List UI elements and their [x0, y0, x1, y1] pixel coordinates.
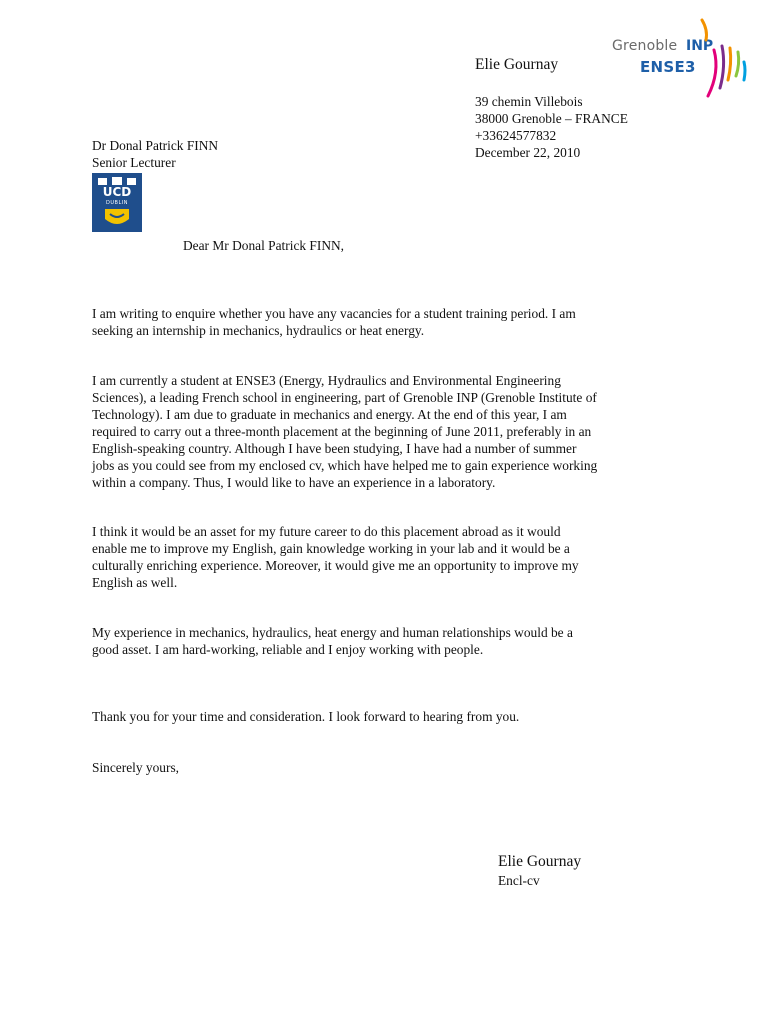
recipient-title: Senior Lecturer [92, 155, 176, 170]
sender-address-line: 39 chemin Villebois [475, 94, 583, 109]
recipient-name: Dr Donal Patrick FINN [92, 138, 219, 153]
sender-name: Elie Gournay [475, 56, 559, 73]
paragraph-line: I am writing to enquire whether you have any vacancies for a student training period. I am [92, 306, 576, 321]
paragraph-line: required to carry out a three-month placement at the beginning of June 2011, preferably in an [92, 424, 592, 439]
enclosure-note: Encl-cv [498, 873, 540, 888]
paragraph-line: English-speaking country. Although I have been studying, I have had a number of summer [92, 441, 577, 456]
paragraph-line: Sciences), a leading French school in engineering, part of Grenoble INP (Grenoble Institute of [92, 390, 597, 405]
dublin-text: DUBLIN [106, 200, 128, 206]
paragraph-line: enable me to improve my English, gain knowledge working in your lab and it would be a [92, 541, 570, 556]
paragraph-line: Technology). I am due to graduate in mechanics and energy. At the end of this year, I am [92, 407, 567, 422]
paragraph-line: English as well. [92, 575, 178, 590]
paragraph-line: I am currently a student at ENSE3 (Energy, Hydraulics and Environmental Engineering [92, 373, 561, 388]
ucd-text: UCD [102, 185, 132, 199]
logo-grenoble-text: Grenoble [612, 38, 678, 54]
paragraph-line: My experience in mechanics, hydraulics, heat energy and human relationships would be a [92, 625, 573, 640]
body-paragraph [92, 372, 692, 491]
paragraph-line: I think it would be an asset for my future career to do this placement abroad as it would [92, 524, 561, 539]
paragraph-line: Thank you for your time and consideration. I look forward to hearing from you. [92, 709, 520, 724]
greeting: Dear Mr Donal Patrick FINN, [183, 238, 345, 253]
signature-name: Elie Gournay [498, 853, 582, 870]
body-paragraph [92, 624, 692, 658]
paragraph-line: seeking an internship in mechanics, hydraulics or heat energy. [92, 323, 425, 338]
paragraph-line: culturally enriching experience. Moreover, it would give me an opportunity to improve my [92, 558, 579, 573]
logo-ense3-text: ENSE3 [640, 58, 696, 76]
sender-phone: +33624577832 [475, 128, 557, 143]
closing: Sincerely yours, [92, 760, 180, 775]
sender-address-line: 38000 Grenoble – FRANCE [475, 111, 628, 126]
letter-date: December 22, 2010 [475, 145, 581, 160]
paragraph-line: jobs as you could see from my enclosed cv, which have helped me to gain experience working [92, 458, 598, 473]
body-paragraph [92, 708, 692, 725]
body-paragraph [92, 305, 692, 339]
grenoble-inp-logo [612, 16, 752, 100]
logo-stripes-icon [694, 16, 750, 100]
logo-inp-text: INP [686, 38, 714, 54]
ucd-dublin-crest [92, 173, 142, 232]
paragraph-line: good asset. I am hard-working, reliable and I enjoy working with people. [92, 642, 484, 657]
paragraph-line: within a company. Thus, I would like to have an experience in a laboratory. [92, 475, 496, 490]
body-paragraph [92, 523, 692, 591]
